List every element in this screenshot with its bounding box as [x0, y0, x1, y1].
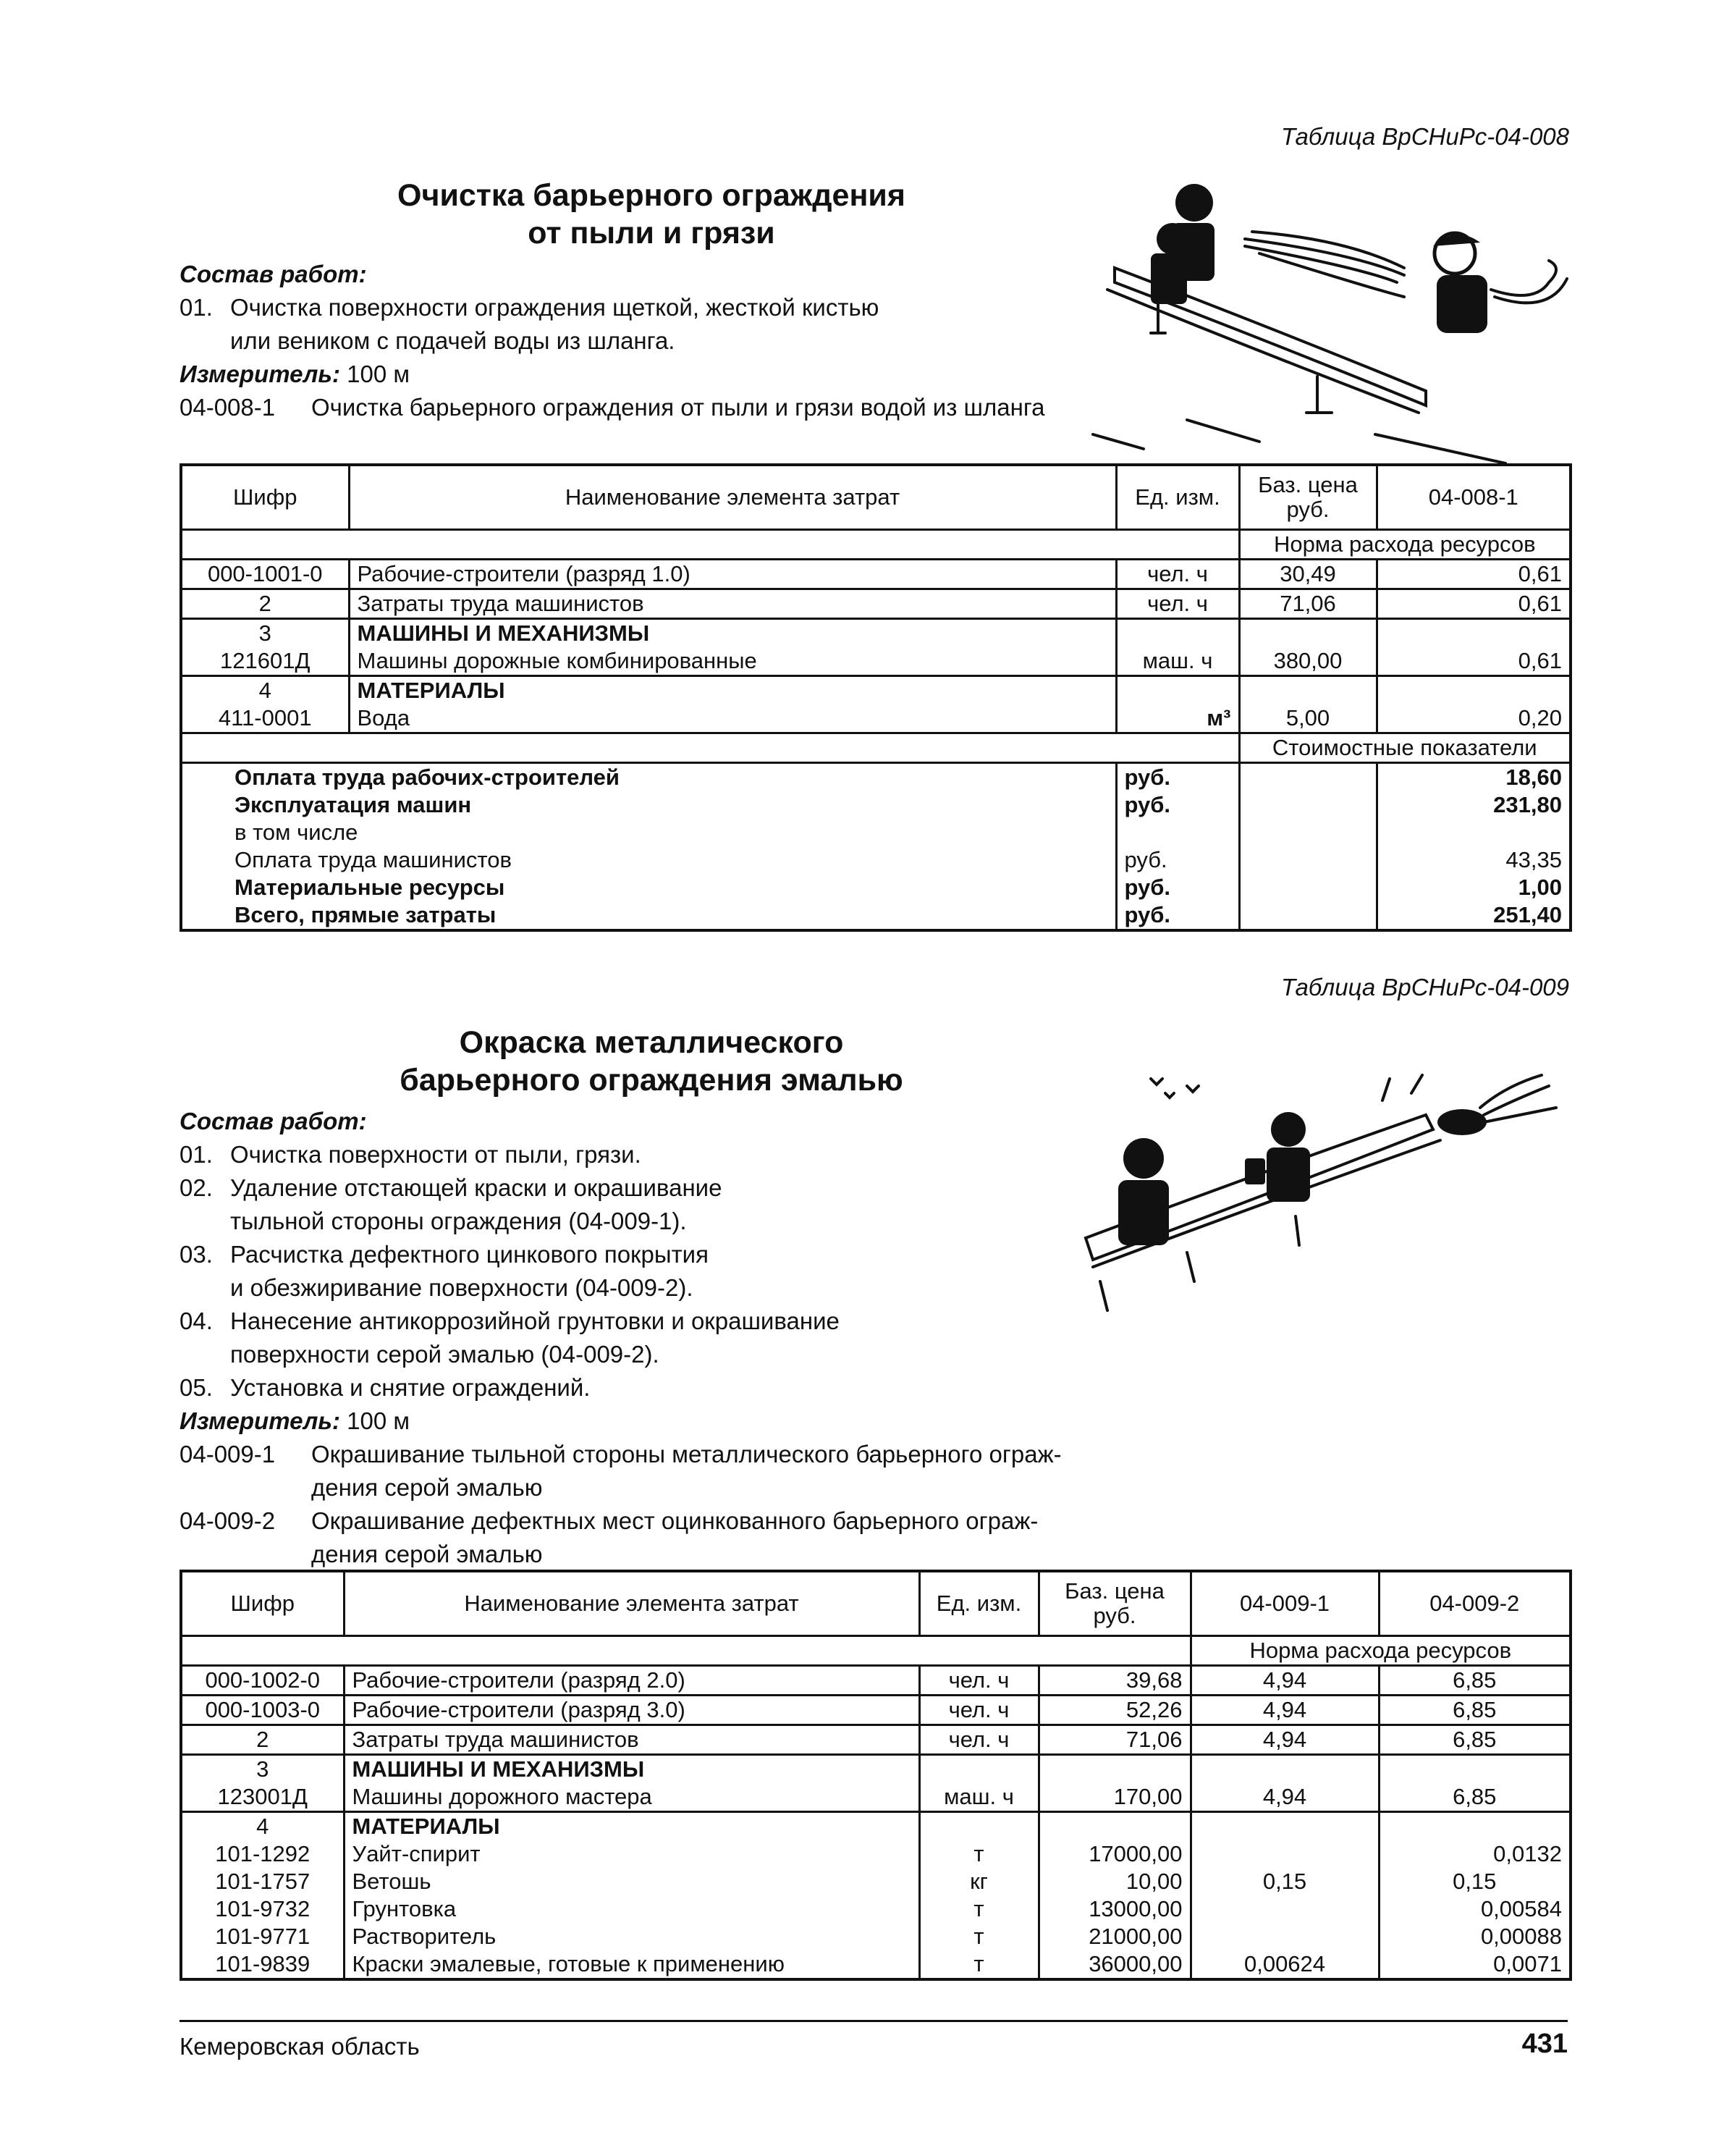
- page-number: 431: [1521, 2029, 1568, 2059]
- cell-value: 6,85: [1379, 1696, 1571, 1725]
- item-text: Очистка барьерного ограждения от пыли и грязи водой из шланга: [311, 394, 1045, 421]
- item-text: Окрашивание дефектных мест оцинкованного барьерного ограж-: [311, 1507, 1039, 1534]
- cell-value: 6,85: [1379, 1783, 1571, 1812]
- cell-price: 10,00: [1039, 1868, 1191, 1895]
- cost-unit: руб.: [1116, 791, 1239, 819]
- section-title: [290, 177, 1013, 252]
- cell-code: 000-1003-0: [181, 1696, 344, 1725]
- cell-price: 5,00: [1239, 704, 1377, 733]
- cell-value: 0,0071: [1379, 1950, 1571, 1979]
- cell-code: 101-1757: [215, 1869, 311, 1894]
- cell-code: 2: [181, 1725, 344, 1755]
- cell-value: 0,00584: [1379, 1895, 1571, 1923]
- cell-code: 000-1002-0: [181, 1666, 344, 1696]
- item-text: дения серой эмалью: [311, 1474, 543, 1501]
- cost-name: Материальные ресурсы: [235, 875, 505, 900]
- cell-unit: кг: [919, 1868, 1039, 1895]
- cell-unit: чел. ч: [919, 1666, 1039, 1696]
- cell-unit: т: [919, 1840, 1039, 1868]
- norm-header: Норма расхода ресурсов: [1191, 1636, 1571, 1666]
- cell-price: 21000,00: [1039, 1923, 1191, 1950]
- cell-name: Краски эмалевые, готовые к применению: [344, 1950, 919, 1979]
- cell-code: 123001Д: [181, 1783, 344, 1812]
- footer-region: Кемеровская область: [179, 2033, 420, 2060]
- cell-value: [1191, 1923, 1379, 1950]
- cost-name: Эксплуатация машин: [235, 792, 472, 817]
- cost-unit: руб.: [1116, 763, 1239, 792]
- item-code: 04-008-1: [179, 394, 276, 421]
- cell-code: 101-9732: [215, 1896, 311, 1921]
- cell-price: 71,06: [1239, 589, 1377, 619]
- work-number: 01.: [179, 294, 213, 321]
- work-text: и обезжиривание поверхности (04-009-2).: [230, 1274, 693, 1301]
- cost-name: Оплата труда рабочих-строителей: [235, 765, 620, 790]
- cell-value: 0,0132: [1379, 1840, 1571, 1868]
- item-text: дения серой эмалью: [311, 1541, 543, 1567]
- cell-unit: т: [919, 1950, 1039, 1979]
- cell-value: 0,61: [1377, 560, 1571, 589]
- cell-code: 101-1292: [215, 1841, 311, 1866]
- work-text: Очистка поверхности от пыли, грязи.: [230, 1141, 641, 1168]
- cell-code: 4: [256, 1814, 269, 1839]
- header-col1: 04-008-1: [1377, 465, 1571, 530]
- header-col2: 04-009-2: [1379, 1571, 1571, 1636]
- resource-table-04-008: [179, 463, 1572, 932]
- cell-price: 13000,00: [1039, 1895, 1191, 1923]
- cost-unit: руб.: [1116, 901, 1239, 930]
- cell-name: Рабочие-строители (разряд 3.0): [344, 1696, 919, 1725]
- cell-code: 4: [258, 678, 271, 703]
- cell-code: 101-9839: [215, 1951, 311, 1976]
- cost-value: 251,40: [1377, 901, 1571, 930]
- work-item: [179, 1171, 1193, 1238]
- norm-header: Норма расхода ресурсов: [1239, 530, 1571, 560]
- cell-name: Растворитель: [344, 1923, 919, 1950]
- work-item: [179, 1305, 1193, 1371]
- work-item: [179, 1371, 1193, 1405]
- cell-value: 4,94: [1191, 1666, 1379, 1696]
- work-item: [179, 1238, 1193, 1305]
- cell-price: 39,68: [1039, 1666, 1191, 1696]
- cell-name: Затраты труда машинистов: [349, 589, 1116, 619]
- cell-unit: т: [919, 1923, 1039, 1950]
- cost-name: Оплата труда машинистов: [235, 847, 512, 872]
- cell-value: 6,85: [1379, 1666, 1571, 1696]
- cell-code: 3: [258, 620, 271, 646]
- cell-value: 0,61: [1377, 647, 1571, 676]
- resource-table-04-009: [179, 1570, 1572, 1981]
- header-unit: Ед. изм.: [919, 1571, 1039, 1636]
- work-text: Нанесение антикоррозийной грунтовки и окрашивание: [230, 1308, 840, 1334]
- cell-code: 3: [256, 1756, 269, 1782]
- header-unit: Ед. изм.: [1116, 465, 1239, 530]
- work-number: 03.: [179, 1241, 213, 1268]
- cost-name: Всего, прямые затраты: [235, 902, 497, 927]
- work-number: 01.: [179, 1141, 213, 1168]
- cell-unit: маш. ч: [919, 1783, 1039, 1812]
- item-line: [179, 1438, 1193, 1504]
- cell-name: Машины дорожные комбинированные: [349, 647, 1116, 676]
- meter-value: 100 м: [347, 361, 410, 387]
- cell-name: Рабочие-строители (разряд 2.0): [344, 1666, 919, 1696]
- footer-divider: [179, 2020, 1568, 2022]
- header-name: Наименование элемента затрат: [349, 465, 1116, 530]
- cell-code: 411-0001: [181, 704, 349, 733]
- cell-unit: т: [919, 1895, 1039, 1923]
- cost-value: 18,60: [1377, 763, 1571, 792]
- cell-name: МАТЕРИАЛЫ: [344, 1812, 919, 1841]
- work-item: [179, 291, 1193, 358]
- work-heading: Состав работ:: [179, 261, 367, 287]
- workers-painting-illustration: [1078, 1071, 1585, 1332]
- cell-price: 380,00: [1239, 647, 1377, 676]
- table-label: Таблица ВрСНиРс-04-009: [1281, 974, 1569, 1001]
- item-text: Окрашивание тыльной стороны металлического барьерного ограж-: [311, 1441, 1062, 1467]
- cost-unit: руб.: [1116, 874, 1239, 901]
- cost-value: 231,80: [1377, 791, 1571, 819]
- header-price: Баз. цена руб.: [1239, 465, 1377, 530]
- work-item: [179, 1138, 1193, 1171]
- cell-value: 0,15: [1191, 1868, 1379, 1895]
- work-number: 02.: [179, 1174, 213, 1201]
- cell-name: Затраты труда машинистов: [344, 1725, 919, 1755]
- cell-name: Рабочие-строители (разряд 1.0): [349, 560, 1116, 589]
- work-description: [179, 258, 1193, 424]
- cell-unit: маш. ч: [1116, 647, 1239, 676]
- cost-header: Стоимостные показатели: [1239, 733, 1571, 763]
- cell-name: Машины дорожного мастера: [344, 1783, 919, 1812]
- section-title-line: от пыли и грязи: [528, 216, 775, 250]
- cell-price: 170,00: [1039, 1783, 1191, 1812]
- item-code: 04-009-2: [179, 1507, 276, 1534]
- cost-unit: руб.: [1116, 846, 1239, 874]
- cell-code: 101-9771: [215, 1924, 311, 1949]
- section-title-line: Окраска металлического: [459, 1025, 844, 1060]
- item-code: 04-009-1: [179, 1441, 276, 1467]
- meter-line: [179, 1405, 1193, 1438]
- cell-value: 6,85: [1379, 1725, 1571, 1755]
- meter-value: 100 м: [347, 1407, 410, 1434]
- work-number: 05.: [179, 1374, 213, 1401]
- cost-value: 1,00: [1377, 874, 1571, 901]
- cell-name: Уайт-спирит: [344, 1840, 919, 1868]
- work-description: [179, 1105, 1193, 1571]
- workers-washing-illustration: [1086, 159, 1578, 463]
- work-text: поверхности серой эмалью (04-009-2).: [230, 1341, 659, 1368]
- section-title-line: Очистка барьерного ограждения: [397, 178, 905, 213]
- cost-name: в том числе: [235, 820, 358, 845]
- cell-price: 36000,00: [1039, 1950, 1191, 1979]
- cell-value: 4,94: [1191, 1696, 1379, 1725]
- work-heading: Состав работ:: [179, 1108, 367, 1134]
- cell-name: Грунтовка: [344, 1895, 919, 1923]
- cell-value: [1191, 1895, 1379, 1923]
- cell-code: 2: [181, 589, 349, 619]
- cell-name: МАТЕРИАЛЫ: [349, 676, 1116, 705]
- cell-name: Ветошь: [344, 1868, 919, 1895]
- meter-line: [179, 358, 1193, 391]
- cell-value: 0,20: [1377, 704, 1571, 733]
- work-text: Удаление отстающей краски и окрашивание: [230, 1174, 722, 1201]
- meter-label: Измеритель:: [179, 1407, 340, 1434]
- cell-value: 0,00624: [1191, 1950, 1379, 1979]
- cell-name: Вода: [349, 704, 1116, 733]
- cell-value: 0,00088: [1379, 1923, 1571, 1950]
- work-text: Установка и снятие ограждений.: [230, 1374, 591, 1401]
- cell-price: 71,06: [1039, 1725, 1191, 1755]
- cell-unit: чел. ч: [919, 1696, 1039, 1725]
- header-code: Шифр: [181, 1571, 344, 1636]
- cell-unit: чел. ч: [1116, 560, 1239, 589]
- meter-label: Измеритель:: [179, 361, 340, 387]
- table-label: Таблица ВрСНиРс-04-008: [1281, 123, 1569, 150]
- section-title-line: барьерного ограждения эмалью: [400, 1063, 903, 1098]
- cell-value: [1191, 1840, 1379, 1868]
- cell-name: МАШИНЫ И МЕХАНИЗМЫ: [344, 1755, 919, 1784]
- work-text: или веником с подачей воды из шланга.: [230, 327, 675, 354]
- header-col1: 04-009-1: [1191, 1571, 1379, 1636]
- work-text: тыльной стороны ограждения (04-009-1).: [230, 1208, 687, 1234]
- work-number: 04.: [179, 1308, 213, 1334]
- cell-price: 30,49: [1239, 560, 1377, 589]
- cell-unit: чел. ч: [919, 1725, 1039, 1755]
- cell-unit: м³: [1116, 704, 1239, 733]
- header-name: Наименование элемента затрат: [344, 1571, 919, 1636]
- work-text: Расчистка дефектного цинкового покрытия: [230, 1241, 709, 1268]
- cell-price: 52,26: [1039, 1696, 1191, 1725]
- item-line: [179, 391, 1193, 424]
- header-code: Шифр: [181, 465, 349, 530]
- cell-code: 121601Д: [181, 647, 349, 676]
- cost-value: 43,35: [1377, 846, 1571, 874]
- cell-value: 0,15: [1379, 1868, 1571, 1895]
- item-line: [179, 1504, 1193, 1571]
- cell-value: 0,61: [1377, 589, 1571, 619]
- cell-unit: чел. ч: [1116, 589, 1239, 619]
- header-price: Баз. цена руб.: [1039, 1571, 1191, 1636]
- section-title: [290, 1024, 1013, 1099]
- cell-value: 4,94: [1191, 1725, 1379, 1755]
- work-text: Очистка поверхности ограждения щеткой, жесткой кистью: [230, 294, 879, 321]
- cell-name: МАШИНЫ И МЕХАНИЗМЫ: [349, 619, 1116, 648]
- cell-price: 17000,00: [1039, 1840, 1191, 1868]
- cell-value: 4,94: [1191, 1783, 1379, 1812]
- cell-code: 000-1001-0: [207, 561, 323, 586]
